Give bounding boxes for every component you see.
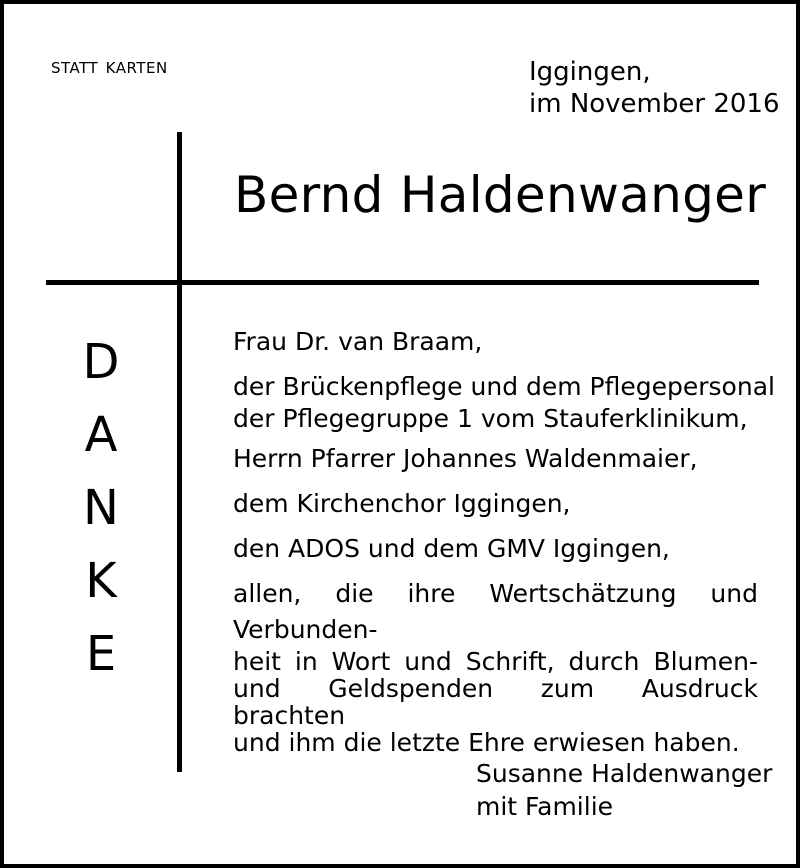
- danke-letter: D: [82, 334, 120, 390]
- thanks-line: der Brückenpflege und dem Pflegepersonal: [233, 372, 775, 401]
- thanks-line: den ADOS und dem GMV Iggingen,: [233, 534, 670, 563]
- thanks-line: und Geldspenden zum Ausdruck brachten: [233, 674, 758, 730]
- cross-horizontal-line: [46, 280, 759, 285]
- signature-family: mit Familie: [476, 792, 614, 821]
- danke-letter: N: [83, 480, 119, 536]
- thanks-line: dem Kirchenchor Iggingen,: [233, 489, 571, 518]
- thanks-line: der Pflegegruppe 1 vom Stauferklinikum,: [233, 404, 748, 433]
- thanks-line: Herrn Pfarrer Johannes Waldenmaier,: [233, 444, 698, 473]
- thanks-line: heit in Wort und Schrift, durch Blumen-: [233, 647, 758, 676]
- date-text: im November 2016: [529, 89, 780, 119]
- deceased-name: Bernd Haldenwanger: [234, 166, 767, 224]
- danke-vertical-word: [66, 326, 136, 691]
- place-text: Iggingen,: [529, 57, 651, 87]
- signature-block: [476, 757, 772, 823]
- thanks-line: allen, die ihre Wertschätzung und Verbunden-: [233, 579, 758, 644]
- thanks-line: Frau Dr. van Braam,: [233, 327, 483, 356]
- cross-vertical-line: [177, 132, 182, 772]
- statt-karten-label: statt karten: [51, 54, 168, 79]
- danke-letter: E: [85, 626, 117, 682]
- signature-name: Susanne Haldenwanger: [476, 759, 773, 788]
- danke-letter: A: [84, 407, 118, 463]
- danke-letter: K: [85, 553, 117, 609]
- thanks-line: und ihm die letzte Ehre erwiesen haben.: [233, 728, 740, 757]
- thanks-message: [233, 324, 775, 757]
- place-date-block: [529, 56, 780, 120]
